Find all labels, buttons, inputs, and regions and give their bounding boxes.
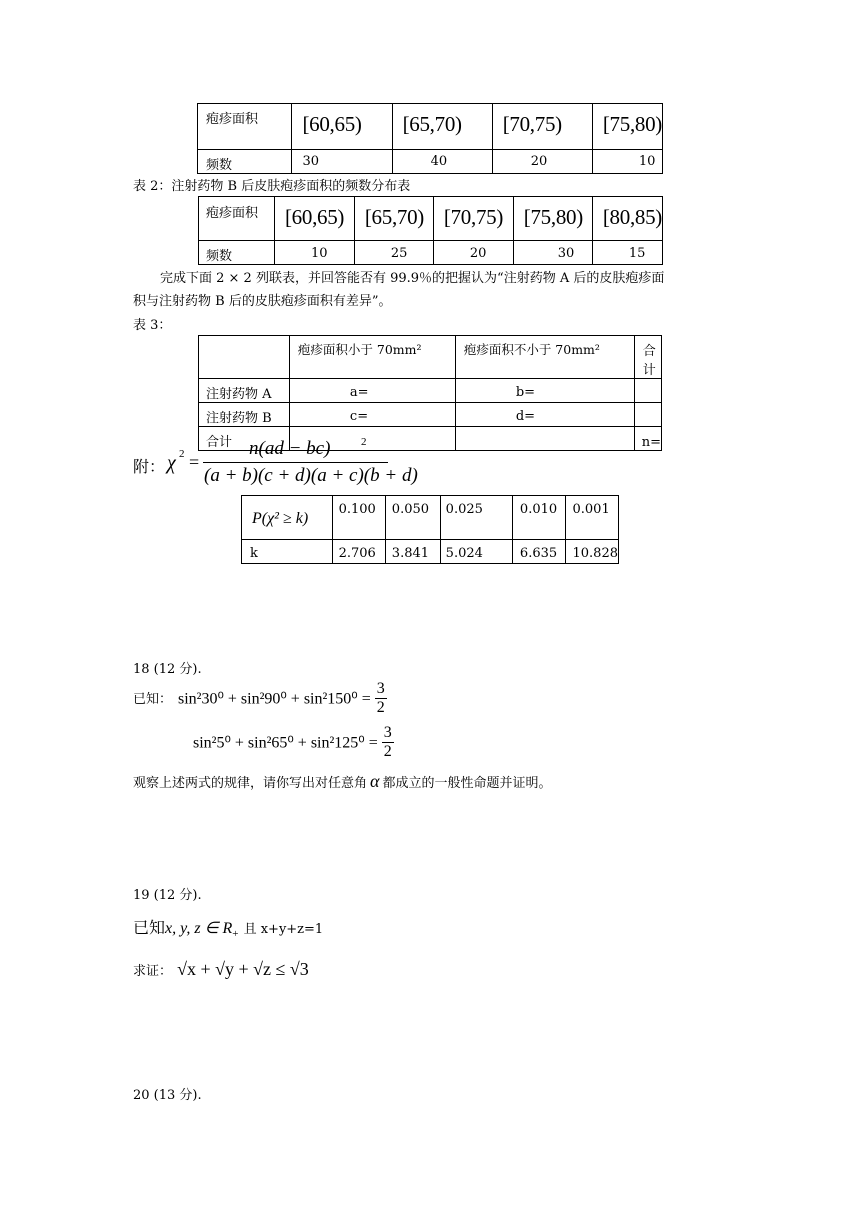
row-label-drug-a: 注射药物 A	[199, 379, 290, 403]
contingency-col-less-70: 疱疹面积小于 70mm²	[289, 336, 455, 379]
cell-d: d=	[455, 403, 634, 427]
cell-c: c=	[289, 403, 455, 427]
q19-given-suffix: 且 x+y+z=1	[243, 922, 324, 937]
table1-freq-label: 频数	[198, 150, 292, 174]
fraction-bar	[203, 462, 388, 463]
table2-header-label: 疱疹面积	[199, 197, 275, 241]
p-value: 0.001	[565, 496, 619, 540]
table2-interval: [80,85)	[592, 197, 662, 241]
herpes-table-1	[197, 103, 663, 174]
herpes-table-2	[198, 196, 663, 265]
p-value: 0.010	[512, 496, 565, 540]
q19-given-prefix: 已知	[133, 918, 166, 937]
table1-freq: 40	[392, 150, 492, 174]
table2-interval: [65,70)	[354, 197, 433, 241]
q18-given-label: 已知：	[133, 692, 173, 707]
cell-total-col2	[455, 427, 634, 451]
row-label-total: 合计	[199, 427, 290, 451]
table3-caption: 表 3：	[133, 318, 172, 333]
numerator-exponent: 2	[361, 436, 367, 448]
appendix-label: 附：	[133, 457, 166, 476]
q18-eq1-fraction	[375, 680, 387, 717]
q19-prove-label: 求证：	[133, 964, 173, 979]
q19-prove	[133, 959, 309, 980]
k-value: 5.024	[440, 540, 512, 564]
table2-freq: 25	[354, 241, 433, 265]
table1-freq: 30	[292, 150, 392, 174]
critical-value-table	[241, 495, 619, 564]
table2-interval: [60,65)	[274, 197, 354, 241]
q19-given-subscript: +	[232, 928, 239, 941]
q19-given-math: x, y, z ∈ R	[165, 920, 233, 937]
contingency-col-total: 合计	[634, 336, 661, 379]
table2-caption: 表 2：注射药物 B 后皮肤疱疹面积的频数分布表	[133, 179, 411, 194]
p-value: 0.050	[385, 496, 440, 540]
cell-n: n=	[634, 427, 661, 451]
cell-total-a	[634, 379, 661, 403]
table1-interval: [75,80)	[592, 104, 662, 150]
table2-freq: 30	[513, 241, 592, 265]
table2-freq-label: 频数	[199, 241, 275, 265]
fraction-numerator: 3	[383, 724, 392, 741]
q19-prove-inequality: √x + √y + √z ≤ √3	[177, 959, 309, 979]
table2-freq: 20	[433, 241, 513, 265]
k-value: 10.828	[565, 540, 619, 564]
table1-freq: 10	[592, 150, 662, 174]
formula-denominator: (a + b)(c + d)(a + c)(b + d)	[204, 465, 418, 486]
cell-total-b	[634, 403, 661, 427]
k-value: 3.841	[385, 540, 440, 564]
chi-symbol: χ	[167, 452, 176, 474]
row-label-drug-b: 注射药物 B	[199, 403, 290, 427]
table1-header-label: 疱疹面积	[198, 104, 292, 150]
cell-a: a=	[289, 379, 455, 403]
fraction-denominator: 2	[383, 743, 392, 760]
p-value: 0.100	[332, 496, 385, 540]
table2-freq: 10	[274, 241, 354, 265]
fraction-denominator: 2	[376, 699, 385, 716]
p-value: 0.025	[440, 496, 512, 540]
q18-eq1-lhs: sin²30⁰ + sin²90⁰ + sin²150⁰ =	[178, 690, 371, 708]
fraction-numerator: 3	[376, 680, 385, 697]
chi-square-formula	[133, 438, 433, 488]
table2-interval: [75,80)	[513, 197, 592, 241]
q18-equation-1	[178, 680, 387, 724]
chi-exponent: 2	[179, 448, 185, 460]
instruction-line-2: 积与注射药物 B 后的皮肤疱疹面积有差异”。	[133, 294, 392, 309]
cell-b: b=	[455, 379, 634, 403]
q18-eq2-lhs: sin²5⁰ + sin²65⁰ + sin²125⁰ =	[193, 734, 378, 752]
q19-given	[133, 915, 323, 940]
table1-interval: [65,70)	[392, 104, 492, 150]
q18-task: 观察上述两式的规律，请你写出对任意角 α 都成立的一般性命题并证明。	[133, 771, 552, 791]
equals-sign: =	[189, 452, 200, 472]
k-value: 2.706	[332, 540, 385, 564]
table1-freq: 20	[492, 150, 592, 174]
formula-numerator: n(ad − bc)	[249, 438, 331, 459]
table2-interval: [70,75)	[433, 197, 513, 241]
instruction-line-1: 完成下面 2 × 2 列联表，并回答能否有 99.9％的把握认为“注射药物 A 后的皮肤疱疹面	[160, 271, 665, 286]
q18-title: 18 (12 分).	[133, 662, 202, 677]
q20-title: 20 (13 分).	[133, 1088, 202, 1103]
p-label-cell: P(χ² ≥ k)	[242, 496, 333, 540]
k-value: 6.635	[512, 540, 565, 564]
contingency-table	[198, 335, 662, 451]
q19-title: 19 (12 分).	[133, 888, 202, 903]
q18-equation-2	[193, 724, 394, 768]
contingency-corner	[199, 336, 290, 379]
alpha-symbol: α	[370, 771, 380, 791]
k-label-cell: k	[242, 540, 333, 564]
table2-freq: 15	[592, 241, 662, 265]
table1-interval: [70,75)	[492, 104, 592, 150]
contingency-col-not-less-70: 疱疹面积不小于 70mm²	[455, 336, 634, 379]
q18-eq2-fraction	[382, 724, 394, 761]
table1-interval: [60,65)	[292, 104, 392, 150]
